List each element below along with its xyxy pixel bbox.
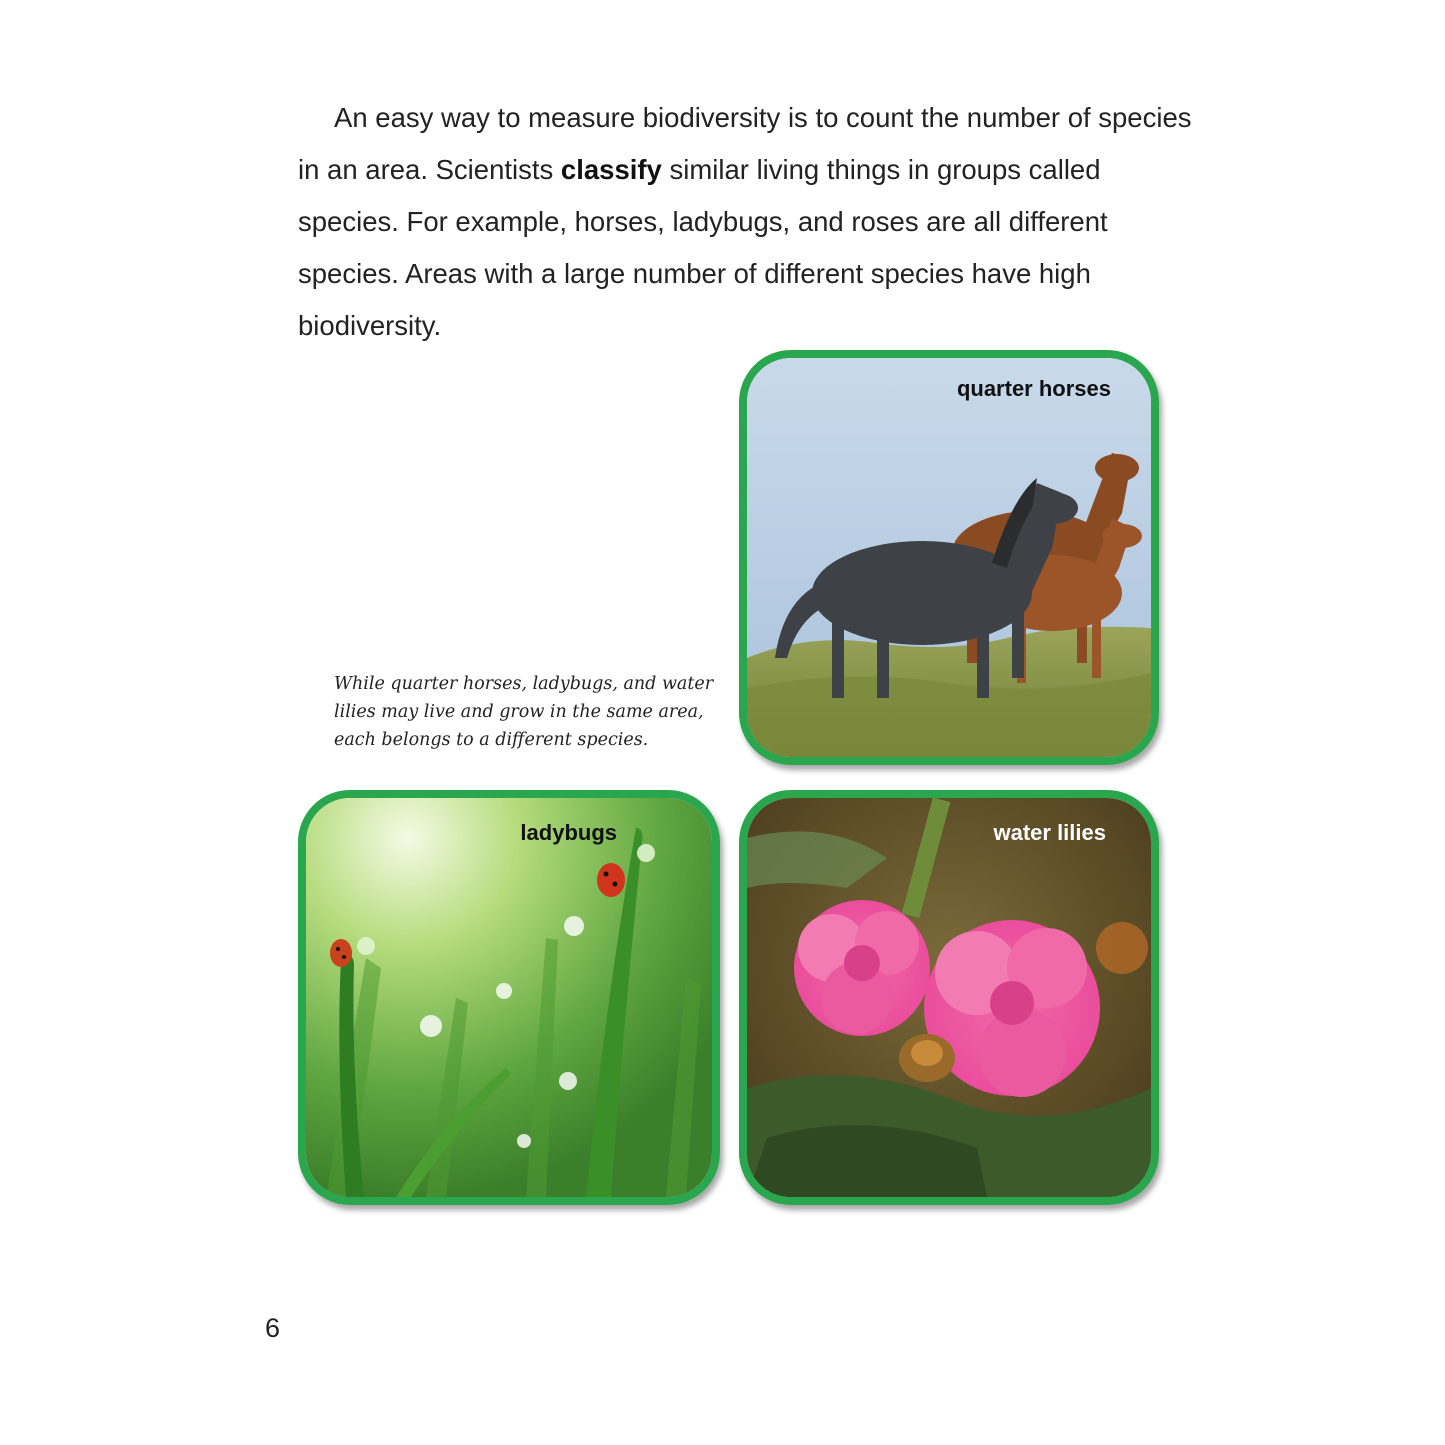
- ladybugs-illustration: [306, 798, 712, 1197]
- page-number: 6: [265, 1313, 281, 1343]
- left-flower: [794, 900, 930, 1036]
- quarter-horses-illustration: [747, 358, 1151, 757]
- glossary-term[interactable]: classify: [560, 154, 662, 185]
- water-lilies-illustration: [747, 798, 1151, 1197]
- ladybugs-photo: [298, 790, 720, 1205]
- body-text-end: similar living things in groups called species. For example, horses, ladybugs, and roses are all different species. Areas with a large number of different species have high biodiversity.: [298, 154, 1108, 341]
- quarter-horses-photo: [739, 350, 1159, 765]
- body-paragraph: [298, 92, 1198, 352]
- photo-caption: While quarter horses, ladybugs, and water lilies may live and grow in the same area, each belongs to a different species.: [334, 674, 714, 750]
- body-text-start: An easy way to measure biodiversity is to count the number of species in an area. Scientists: [298, 102, 1192, 185]
- quarter-horses-label: quarter horses: [956, 376, 1111, 401]
- water-lilies-label: water lilies: [993, 820, 1106, 845]
- ladybugs-label: ladybugs: [520, 820, 617, 845]
- ladybug-top: [597, 863, 625, 897]
- water-lilies-photo: [739, 790, 1159, 1205]
- ladybug-left: [330, 939, 352, 967]
